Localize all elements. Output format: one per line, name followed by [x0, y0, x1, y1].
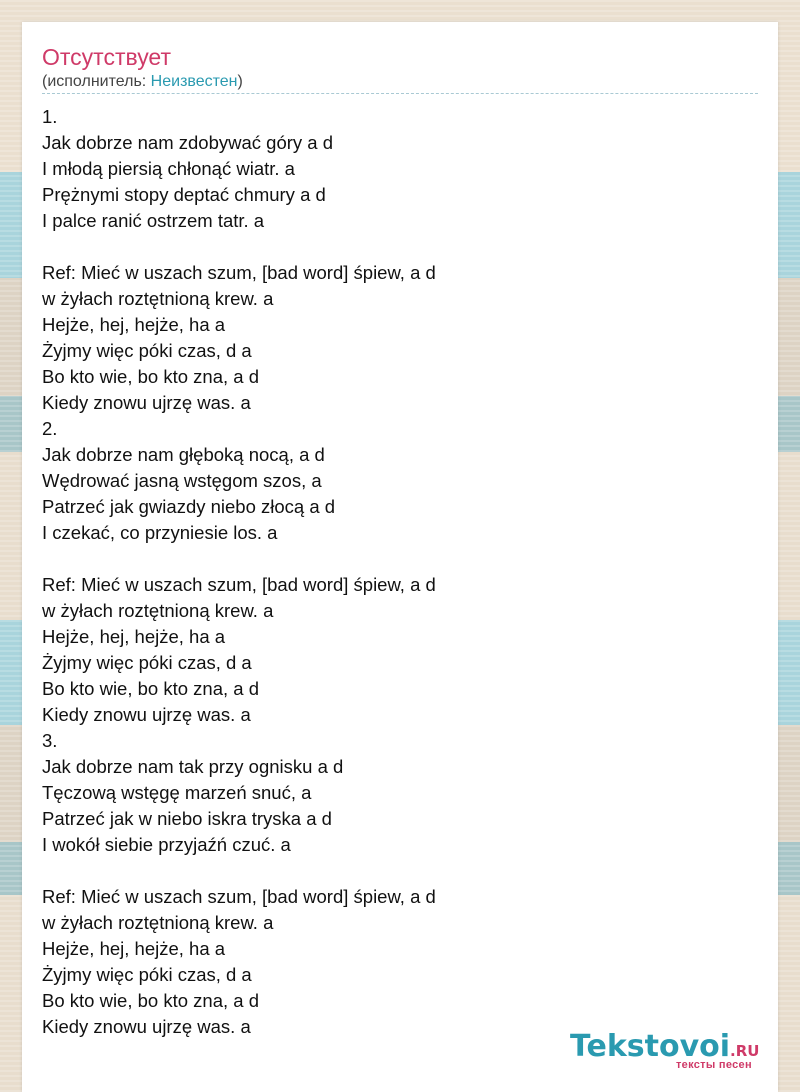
lyric-line: Hejże, hej, hejże, ha a — [42, 626, 226, 647]
lyrics-body — [42, 104, 758, 1040]
logo-tld: .RU — [730, 1042, 760, 1060]
lyric-line: Żyjmy więc póki czas, d a — [42, 964, 252, 985]
lyric-line: w żyłach roztętnioną krew. a — [42, 912, 274, 933]
lyric-line: 2. — [42, 418, 58, 439]
lyric-line: Tęczową wstęgę marzeń snuć, a — [42, 782, 312, 803]
lyric-line: Patrzeć jak w niebo iskra tryska a d — [42, 808, 332, 829]
lyric-line: 3. — [42, 730, 58, 751]
lyric-line: Bo kto wie, bo kto zna, a d — [42, 678, 259, 699]
lyric-line: w żyłach roztętnioną krew. a — [42, 288, 274, 309]
lyric-line: Hejże, hej, hejże, ha a — [42, 314, 226, 335]
lyric-line: Bo kto wie, bo kto zna, a d — [42, 990, 259, 1011]
lyric-line: Kiedy znowu ujrzę was. a — [42, 392, 251, 413]
site-logo[interactable] — [570, 1030, 780, 1074]
lyric-line: Jak dobrze nam głęboką nocą, a d — [42, 444, 325, 465]
lyric-line: Kiedy znowu ujrzę was. a — [42, 1016, 251, 1037]
lyric-line: I wokół siebie przyjaźń czuć. a — [42, 834, 291, 855]
lyric-line — [42, 546, 758, 572]
lyrics-card — [22, 22, 778, 1092]
lyric-line: Ref: Mieć w uszach szum, [bad word] śpiew, a d — [42, 574, 436, 595]
lyric-line: I czekać, co przyniesie los. a — [42, 522, 278, 543]
lyric-line: I młodą piersią chłonąć wiatr. a — [42, 158, 295, 179]
lyric-line: 1. — [42, 106, 58, 127]
lyric-line: Wędrować jasną wstęgom szos, a — [42, 470, 322, 491]
artist-prefix: (исполнитель: — [42, 73, 151, 90]
lyric-line: Jak dobrze nam zdobywać góry a d — [42, 132, 334, 153]
lyric-line — [42, 234, 758, 260]
artist-suffix: ) — [237, 73, 243, 90]
lyric-line: Ref: Mieć w uszach szum, [bad word] śpiew, a d — [42, 886, 436, 907]
lyric-line: Kiedy znowu ujrzę was. a — [42, 704, 251, 725]
lyric-line: Żyjmy więc póki czas, d a — [42, 340, 252, 361]
artist-link[interactable]: Неизвестен — [150, 73, 238, 90]
artist-line — [42, 72, 243, 92]
logo-name: Tekstovoi — [570, 1029, 731, 1064]
lyric-line: Prężnymi stopy deptać chmury a d — [42, 184, 326, 205]
lyric-line: w żyłach roztętnioną krew. a — [42, 600, 274, 621]
lyric-line: Patrzeć jak gwiazdy niebo złocą a d — [42, 496, 336, 517]
lyric-line — [42, 858, 758, 884]
lyric-line: Żyjmy więc póki czas, d a — [42, 652, 252, 673]
lyric-line: Jak dobrze nam tak przy ognisku a d — [42, 756, 344, 777]
lyric-line: Ref: Mieć w uszach szum, [bad word] śpiew, a d — [42, 262, 436, 283]
logo-tagline: тексты песен — [676, 1059, 752, 1071]
header-divider — [42, 93, 758, 94]
song-title: Отсутствует — [42, 44, 171, 70]
lyric-line: I palce ranić ostrzem tatr. a — [42, 210, 265, 231]
lyric-line: Bo kto wie, bo kto zna, a d — [42, 366, 259, 387]
lyric-line: Hejże, hej, hejże, ha a — [42, 938, 226, 959]
